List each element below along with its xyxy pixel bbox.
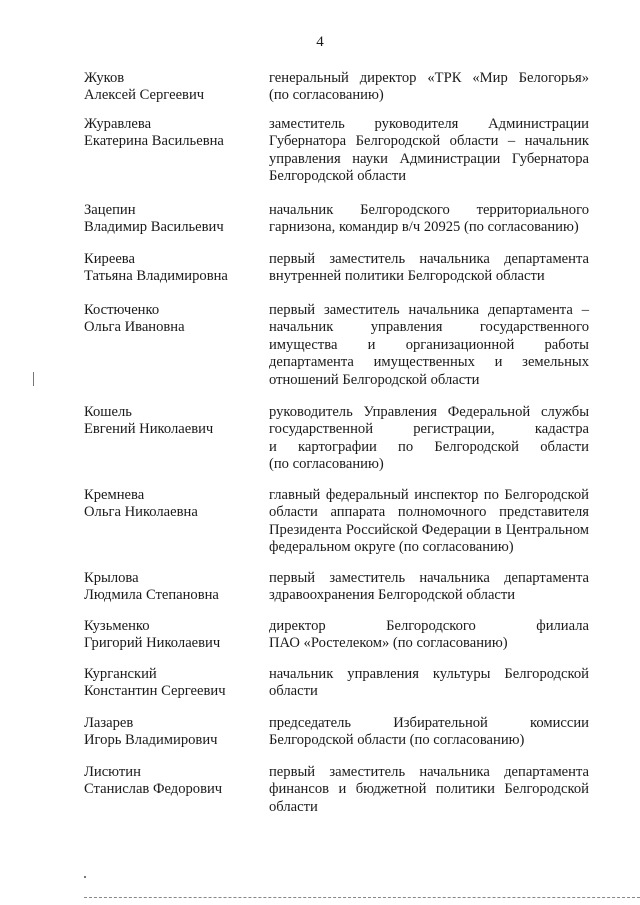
role-line: ПАО «Ростелеком» (по согласованию) [269, 635, 508, 652]
member-surname: Журавлева [84, 116, 152, 132]
role-line: гарнизона, командир в/ч 20925 (по согласованию) [269, 219, 579, 236]
member-role [269, 404, 589, 474]
member-given-names: Татьяна Владимировна [84, 268, 228, 285]
role-line: области аппарата полномочного представителя [269, 504, 589, 521]
member-given-names: Алексей Сергеевич [84, 87, 205, 104]
scan-mark [84, 876, 86, 878]
role-line: директор Белгородского филиала [269, 618, 589, 634]
member-role [269, 251, 589, 286]
role-line: области [269, 683, 318, 700]
member-given-names: Игорь Владимирович [84, 732, 218, 749]
member-given-names: Ольга Николаевна [84, 504, 198, 521]
member-given-names: Григорий Николаевич [84, 635, 221, 652]
role-line: начальник Белгородского территориального [269, 202, 589, 218]
role-line: имущества и организационной работы [269, 336, 589, 353]
role-line: руководитель Управления Федеральной службы [269, 404, 589, 420]
role-line: (по согласованию) [269, 456, 384, 473]
member-role [269, 715, 589, 750]
scan-edge-line [84, 897, 640, 899]
role-line: первый заместитель начальника департамента [269, 570, 589, 586]
role-line: государственной регистрации, кадастра [269, 421, 589, 438]
member-role [269, 764, 589, 816]
member-name [84, 302, 254, 337]
member-name [84, 70, 254, 105]
role-line: Белгородской области [269, 168, 407, 185]
role-line: отношений Белгородской области [269, 371, 480, 388]
member-given-names: Ольга Ивановна [84, 319, 185, 336]
role-line: первый заместитель начальника департамента [269, 251, 589, 267]
member-given-names: Екатерина Васильевна [84, 133, 224, 150]
role-line: начальник управления государственного [269, 319, 589, 336]
member-surname: Курганский [84, 666, 157, 682]
member-role [269, 202, 589, 237]
member-name [84, 570, 254, 605]
role-line: Президента Российской Федерации в Центральном [269, 521, 589, 538]
member-role [269, 570, 589, 605]
role-line: начальник управления культуры Белгородской [269, 666, 589, 682]
member-role [269, 70, 589, 105]
member-role [269, 666, 589, 701]
member-surname: Зацепин [84, 202, 136, 218]
member-name [84, 202, 254, 237]
role-line: Губернатора Белгородской области – начальник [269, 133, 589, 150]
member-given-names: Станислав Федорович [84, 781, 223, 798]
role-line: первый заместитель начальника департамента [269, 764, 589, 780]
role-line: генеральный директор «ТРК «Мир Белогорья» [269, 70, 589, 86]
member-name [84, 764, 254, 799]
member-surname: Кузьменко [84, 618, 150, 634]
role-line: Белгородской области (по согласованию) [269, 732, 525, 749]
role-line: федеральном округе (по согласованию) [269, 539, 514, 556]
role-line: председатель Избирательной комиссии [269, 715, 589, 731]
member-name [84, 404, 254, 439]
role-line: первый заместитель начальника департамента – [269, 302, 589, 318]
member-name [84, 251, 254, 286]
member-surname: Лазарев [84, 715, 134, 731]
member-surname: Киреева [84, 251, 135, 267]
role-line: (по согласованию) [269, 87, 384, 104]
member-surname: Кремнева [84, 487, 145, 503]
member-surname: Костюченко [84, 302, 160, 318]
role-line: области [269, 798, 318, 815]
role-line: и картографии по Белгородской области [269, 438, 589, 455]
role-line: внутренней политики Белгородской области [269, 268, 545, 285]
member-name [84, 715, 254, 750]
role-line: департамента имущественных и земельных [269, 354, 589, 371]
member-name [84, 666, 254, 701]
member-given-names: Евгений Николаевич [84, 421, 214, 438]
role-line: здравоохранения Белгородской области [269, 587, 516, 604]
member-role [269, 487, 589, 557]
role-line: управления науки Администрации Губернатора [269, 150, 589, 167]
member-surname: Кошель [84, 404, 132, 420]
member-given-names: Людмила Степановна [84, 587, 219, 604]
member-role [269, 618, 589, 653]
member-surname: Крылова [84, 570, 139, 586]
member-name [84, 116, 254, 151]
member-role [269, 116, 589, 186]
member-surname: Лисютин [84, 764, 141, 780]
member-surname: Жуков [84, 70, 125, 86]
member-name [84, 618, 254, 653]
page-number: 4 [316, 34, 324, 50]
member-name [84, 487, 254, 522]
scan-mark [33, 372, 34, 386]
role-line: финансов и бюджетной политики Белгородской [269, 781, 589, 798]
member-given-names: Владимир Васильевич [84, 219, 224, 236]
member-given-names: Константин Сергеевич [84, 683, 226, 700]
role-line: главный федеральный инспектор по Белгородской [269, 487, 589, 503]
role-line: заместитель руководителя Администрации [269, 116, 589, 132]
member-role [269, 302, 589, 389]
